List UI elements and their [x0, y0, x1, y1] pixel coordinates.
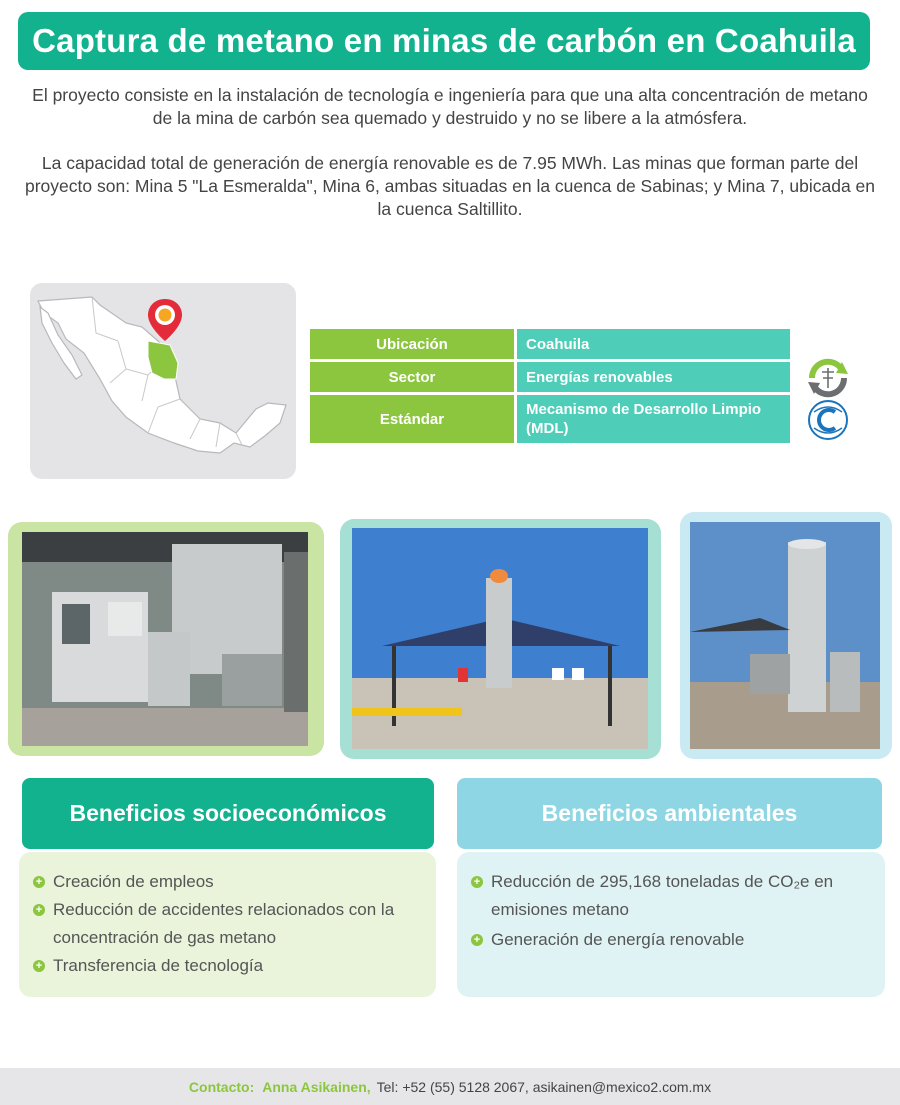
- info-row-standard: [310, 395, 790, 443]
- list-item: + Reducción de accidentes relacionados con la concentración de gas metano: [19, 896, 436, 952]
- location-pin-icon: [148, 299, 182, 341]
- info-row-sector: [310, 362, 790, 392]
- environmental-benefits-panel: [457, 852, 885, 997]
- environmental-benefits-header: Beneficios ambientales: [457, 778, 882, 849]
- page-title: Captura de metano en minas de carbón en Coahuila: [18, 12, 870, 70]
- plus-bullet-icon: +: [471, 876, 483, 888]
- plant-photo-1: [22, 532, 308, 746]
- cdm-logo-icon: [806, 398, 850, 442]
- socioeconomic-benefits-panel: [19, 852, 436, 997]
- plus-bullet-icon: +: [33, 904, 45, 916]
- photo-frame-2: [340, 519, 661, 759]
- renewable-energy-icon: [806, 356, 850, 400]
- list-item: + Transferencia de tecnología: [19, 952, 436, 980]
- socioeconomic-benefits-header: Beneficios socioeconómicos: [22, 778, 434, 849]
- project-info-table: [310, 329, 790, 446]
- info-value: Mecanismo de Desarrollo Limpio (MDL): [517, 395, 790, 443]
- contact-details[interactable]: Tel: +52 (55) 5128 2067, asikainen@mexico2.com.mx: [376, 1078, 712, 1095]
- info-label: Ubicación: [310, 329, 514, 359]
- info-label: Estándar: [310, 395, 514, 443]
- photo-frame-3: [680, 512, 892, 759]
- list-item: + Generación de energía renovable: [457, 926, 875, 954]
- contact-name: Anna Asikainen,: [262, 1078, 371, 1095]
- plus-bullet-icon: +: [33, 960, 45, 972]
- list-item: + Creación de empleos: [19, 868, 436, 896]
- contact-footer: [0, 1068, 900, 1105]
- plus-bullet-icon: +: [33, 876, 45, 888]
- mexico-map: [30, 283, 296, 479]
- intro-paragraph-2: La capacidad total de generación de energía renovable es de 7.95 MWh. Las minas que forman parte del proyecto son: Mina 5 "La Esmeralda", Mina 6, ambas situadas en la cuenca de Sabinas; y Mina 7, ubicada en la cuenca Saltillito.: [25, 153, 875, 219]
- info-value: Coahuila: [517, 329, 790, 359]
- plant-photo-3: [690, 522, 880, 749]
- socioeconomic-benefits-list: [19, 868, 436, 980]
- info-value: Energías renovables: [517, 362, 790, 392]
- info-row-location: [310, 329, 790, 359]
- photo-frame-1: [8, 522, 324, 756]
- intro-text: [20, 84, 880, 243]
- plus-bullet-icon: +: [471, 934, 483, 946]
- environmental-benefits-list: [457, 868, 885, 954]
- contact-label: Contacto:: [188, 1078, 255, 1095]
- map-panel: [30, 283, 296, 479]
- plant-photo-2: [352, 528, 648, 749]
- intro-paragraph-1: El proyecto consiste en la instalación de tecnología e ingeniería para que una alta concentración de metano de la mina de carbón sea quemado y destruido y no se libere a la atmósfera.: [32, 85, 868, 128]
- list-item: + Reducción de 295,168 toneladas de CO₂e en emisiones metano: [457, 868, 875, 924]
- info-label: Sector: [310, 362, 514, 392]
